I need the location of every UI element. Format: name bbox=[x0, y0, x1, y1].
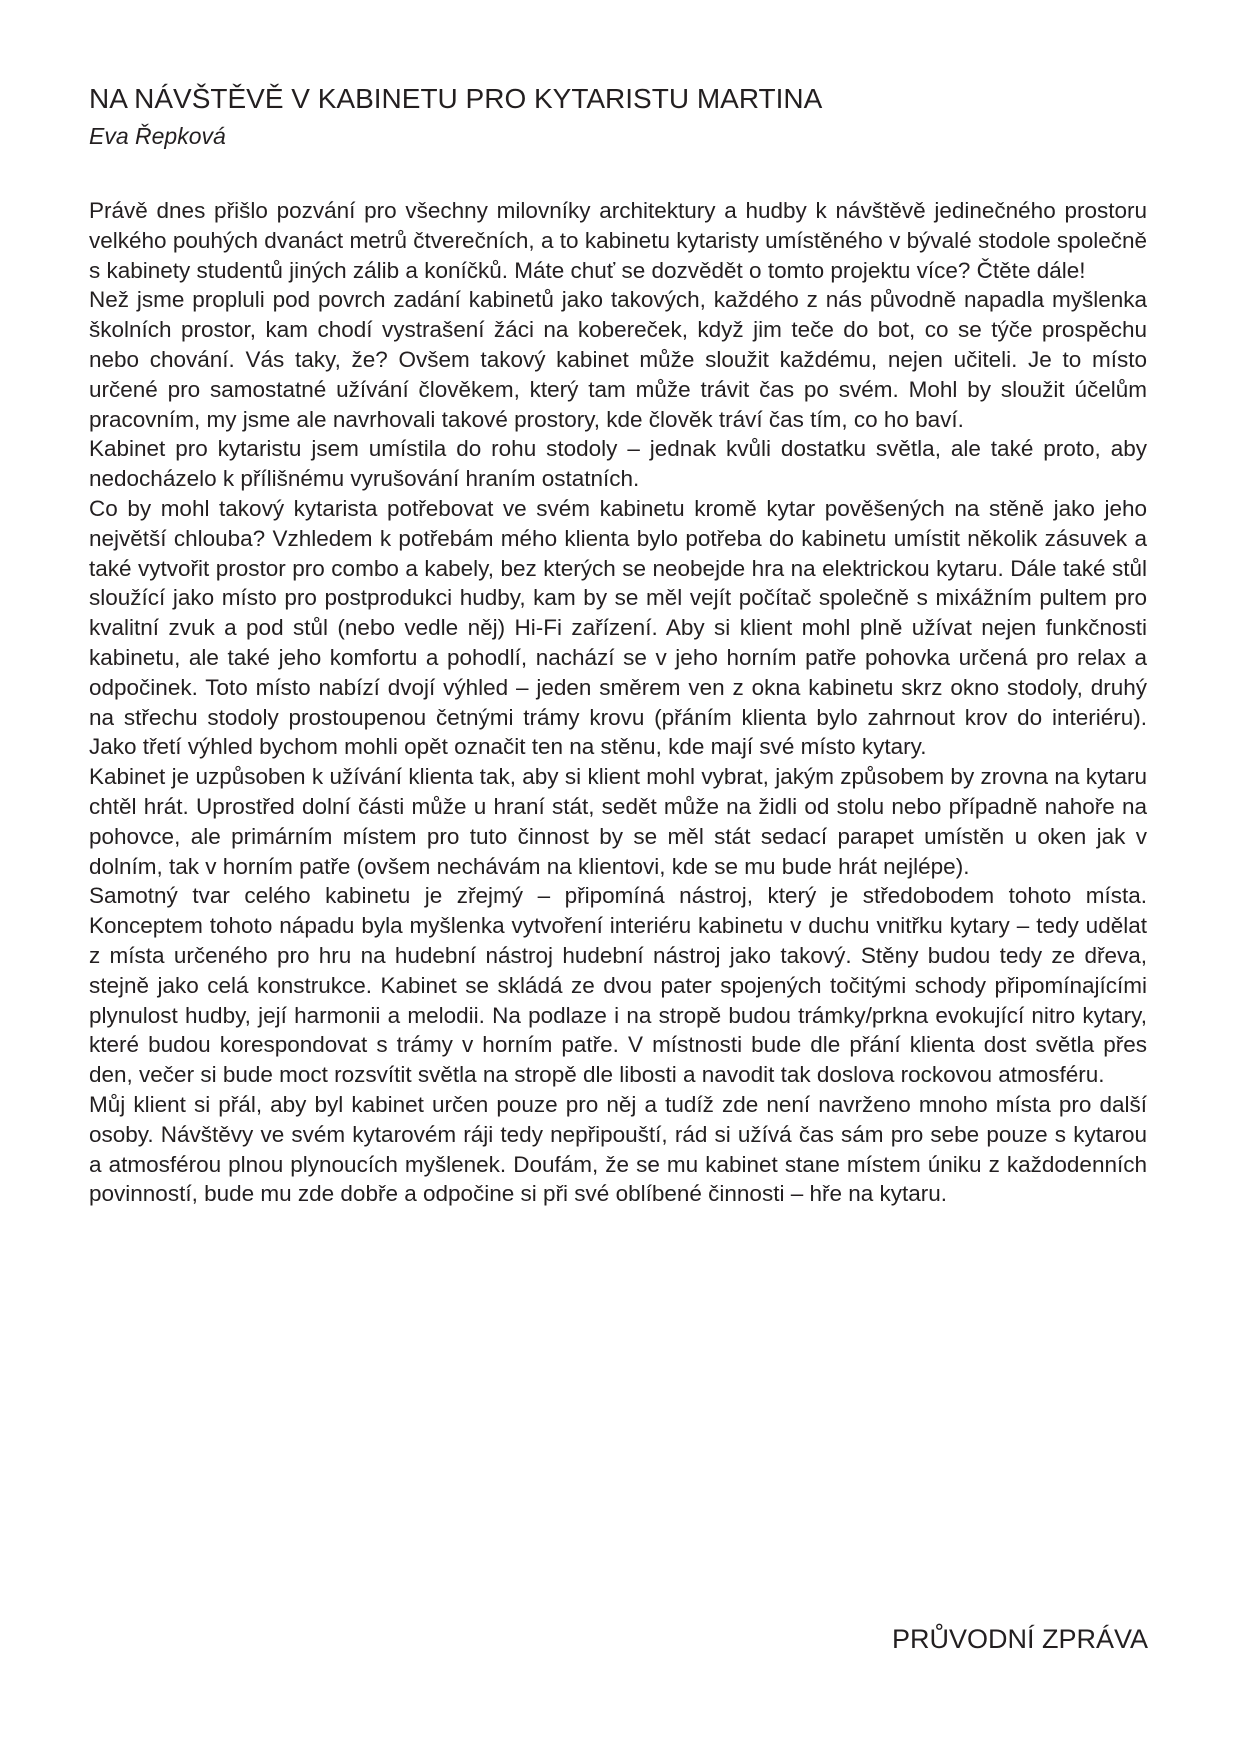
paragraph-intro: Právě dnes přišlo pozvání pro všechny milovníky architektury a hudby k návštěvě jedinečného prostoru velkého pouhých dvanáct metrů čtverečních, a to kabinetu kytaristy umístěného v bývalé stodole společně s kabinety studentů jiných zálib a koníčků. Máte chuť se dozvědět o tomto projektu více? Čtěte dále! bbox=[89, 198, 1147, 283]
paragraph-client-wish: Můj klient si přál, aby byl kabinet určen pouze pro něj a tudíž zde není navrženo mnoho místa pro další osoby. Návštěvy ve svém kytarovém ráji tedy nepřipouští, rád si užívá čas sám pro sebe pouze s kytarou a atmosférou plnou plynoucích myšlenek. Doufám, že se mu kabinet stane místem úniku z každodenních povinností, bude mu zde dobře a odpočine si při své oblíbené činnosti – hře na kytaru. bbox=[89, 1091, 1147, 1207]
paragraph-location: Kabinet pro kytaristu jsem umístila do rohu stodoly – jednak kvůli dostatku světla, ale také proto, aby nedocházelo k přílišnému vyrušování hraním ostatních. bbox=[89, 436, 1147, 492]
paragraph-requirements: Co by mohl takový kytarista potřebovat ve svém kabinetu kromě kytar pověšených na stěně jako jeho největší chlouba? Vzhledem k potřebám mého klienta bylo potřeba do kabinetu umístit několik zásuvek a také vytvořit prostor pro combo a kabely, bez kterých se neobejde hra na elektrickou kytaru. Dále také stůl sloužící jako místo pro postprodukci hudby, kam by se měl vejít počítač společně s mixážním pultem pro kvalitní zvuk a pod stůl (nebo vedle něj) Hi-Fi zařízení. Aby si klient mohl plně užívat nejen funkčnosti kabinetu, ale také jeho komfortu a pohodlí, nachází se v jeho horním patře pohovka určená pro relax a odpočinek. Toto místo nabízí dvojí výhled – jeden směrem ven z okna kabinetu skrz okno stodoly, druhý na střechu stodoly prostoupenou četnými trámy krovu (přáním klienta bylo zahrnout krov do interiéru). Jako třetí výhled bychom mohli opět označit ten na stěnu, kde mají své místo kytary. bbox=[89, 495, 1147, 760]
paragraph-shape-concept: Samotný tvar celého kabinetu je zřejmý – připomíná nástroj, který je středobodem tohoto místa. Konceptem tohoto nápadu byla myšlenka vytvoření interiéru kabinetu v duchu vnitřku kytary – tedy udělat z místa určeného pro hru na hudební nástroj hudební nástroj jako takový. Stěny budou tedy ze dřeva, stejně jako celá konstrukce. Kabinet se skládá ze dvou pater spojených točitými schody připomínajícími plynulost hudby, její harmonii a melodii. Na podlaze i na stropě budou trámky/prkna evokující nitro kytary, které budou korespondovat s trámy v horním patře. V místnosti bude dle přání klienta dost světla přes den, večer si bude moct rozsvítit světla na stropě dle libosti a navodit tak doslova rockovou atmosféru. bbox=[89, 883, 1147, 1088]
article-author: Eva Řepková bbox=[89, 123, 226, 149]
paragraph-cabinet-concept: Než jsme propluli pod povrch zadání kabinetů jako takových, každého z nás původně napadla myšlenka školních prostor, kam chodí vystrašení žáci na kobereček, když jim teče do bot, co se týče prospěchu nebo chování. Vás taky, že? Ovšem takový kabinet může sloužit každému, nejen učiteli. Je to místo určené pro samostatné užívání člověkem, který tam může trávit čas po svém. Mohl by sloužit účelům pracovním, my jsme ale navrhovali takové prostory, kde člověk tráví čas tím, co ho baví. bbox=[89, 287, 1147, 432]
section-label: PRŮVODNÍ ZPRÁVA bbox=[891, 1624, 1148, 1654]
paragraph-playing-places: Kabinet je uzpůsoben k užívání klienta tak, aby si klient mohl vybrat, jakým způsobem by zrovna na kytaru chtěl hrát. Uprostřed dolní části může u hraní stát, sedět může na židli od stolu nebo případně nahoře na pohovce, ale primárním místem pro tuto činnost by se měl stát sedací parapet umístěn u oken jak v dolním, tak v horním patře (ovšem nechávám na klientovi, kde se mu bude hrát nejlépe). bbox=[89, 764, 1147, 879]
article-body bbox=[89, 196, 1147, 1209]
article-title: NA NÁVŠTĚVĚ V KABINETU PRO KYTARISTU MARTINA bbox=[89, 83, 823, 114]
